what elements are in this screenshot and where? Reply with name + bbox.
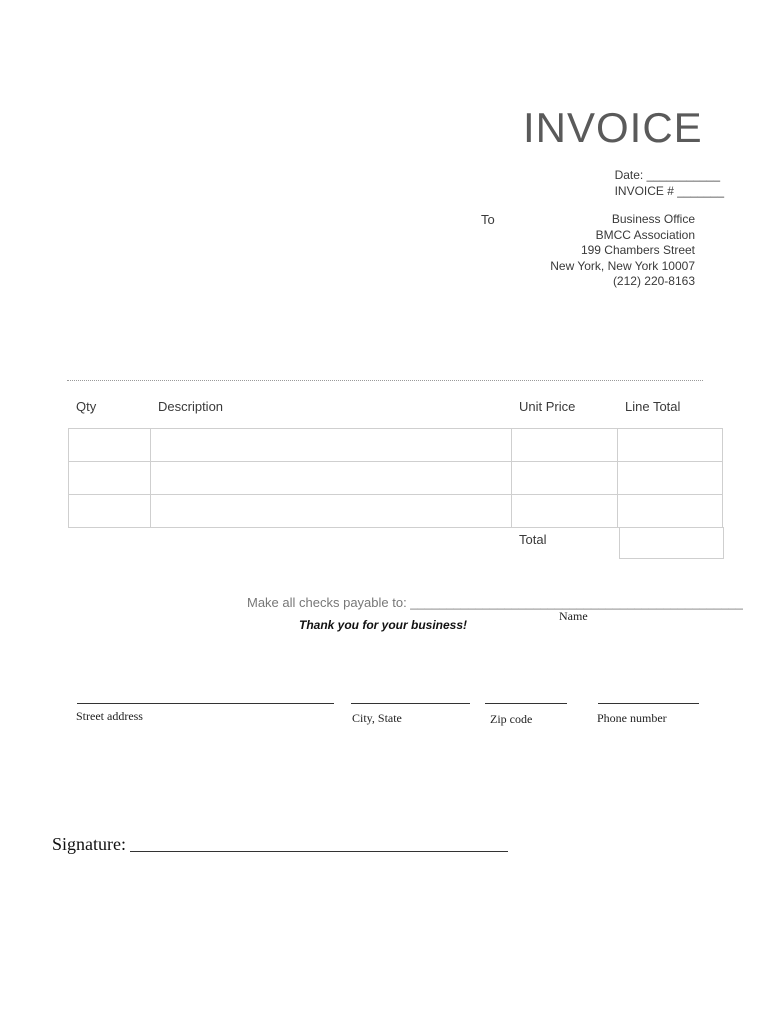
qty-cell[interactable] — [69, 429, 151, 462]
invoice-number-field[interactable]: INVOICE # _______ — [614, 184, 724, 198]
zip-code-label: Zip code — [490, 712, 533, 726]
total-label: Total — [519, 532, 547, 547]
line-items-table — [68, 428, 723, 528]
line-total-cell[interactable] — [618, 429, 723, 462]
qty-header: Qty — [76, 399, 97, 414]
line-total-cell[interactable] — [618, 462, 723, 495]
phone-number-label: Phone number — [597, 711, 667, 725]
unit-price-cell[interactable] — [512, 429, 618, 462]
street-address-line[interactable] — [77, 703, 334, 704]
address-line: Business Office — [611, 212, 695, 226]
zip-code-line[interactable] — [485, 703, 567, 704]
checks-payable-line[interactable]: Make all checks payable to: ______________________________________________ — [247, 595, 743, 610]
phone-number-line[interactable] — [598, 703, 699, 704]
unit-price-cell[interactable] — [512, 462, 618, 495]
invoice-title: INVOICE — [523, 104, 703, 151]
date-field[interactable]: Date: ___________ — [614, 168, 720, 182]
signature-line[interactable] — [130, 851, 508, 852]
line-total-header: Line Total — [625, 399, 681, 414]
to-label: To — [481, 212, 495, 227]
qty-cell[interactable] — [69, 495, 151, 528]
address-line: BMCC Association — [595, 228, 695, 242]
address-line: (212) 220-8163 — [612, 274, 695, 288]
thank-you-message: Thank you for your business! — [299, 618, 468, 632]
unit-price-header: Unit Price — [519, 399, 576, 414]
separator-line — [67, 380, 703, 381]
city-state-line[interactable] — [351, 703, 470, 704]
description-cell[interactable] — [151, 462, 512, 495]
address-line: 199 Chambers Street — [580, 243, 695, 257]
address-line: New York, New York 10007 — [550, 259, 695, 273]
name-label: Name — [559, 609, 588, 623]
table-row — [69, 495, 723, 528]
signature-label: Signature: — [52, 834, 126, 854]
description-cell[interactable] — [151, 429, 512, 462]
table-row — [69, 429, 723, 462]
description-header: Description — [158, 399, 224, 414]
qty-cell[interactable] — [69, 462, 151, 495]
description-cell[interactable] — [151, 495, 512, 528]
street-address-label: Street address — [76, 709, 143, 723]
total-value-box[interactable] — [619, 527, 724, 559]
table-row — [69, 462, 723, 495]
unit-price-cell[interactable] — [512, 495, 618, 528]
line-total-cell[interactable] — [618, 495, 723, 528]
city-state-label: City, State — [352, 711, 402, 725]
